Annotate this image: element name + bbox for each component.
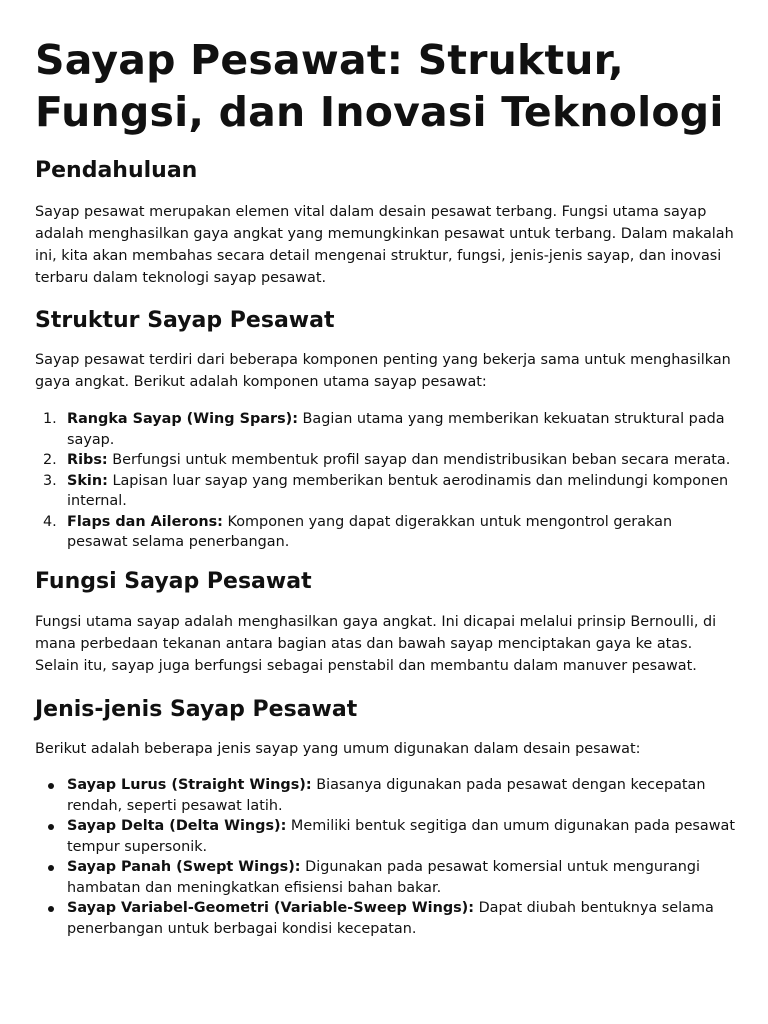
list-desc: Memiliki bentuk segitiga dan umum digunakan pada pesawat tempur supersonik. (67, 818, 735, 855)
list-item (35, 471, 735, 512)
list-term: Skin: (67, 472, 108, 489)
list-item (35, 898, 735, 939)
heading-fungsi: Fungsi Sayap Pesawat (35, 569, 312, 594)
list-term: Sayap Lurus (Straight Wings): (67, 777, 312, 793)
list-term: Sayap Panah (Swept Wings): (67, 859, 301, 875)
types-list (35, 775, 735, 939)
list-number: 4. (43, 513, 57, 530)
list-item (35, 450, 735, 471)
list-item (35, 775, 735, 816)
list-term: Flaps dan Ailerons: (67, 513, 223, 530)
heading-pendahuluan: Pendahuluan (35, 158, 198, 183)
bullet-icon (48, 865, 54, 871)
heading-struktur: Struktur Sayap Pesawat (35, 308, 335, 333)
list-number: 3. (43, 472, 57, 489)
paragraph-fungsi: Fungsi utama sayap adalah menghasilkan gaya angkat. Ini dicapai melalui prinsip Bernoulli, di mana perbedaan tekanan antara bagian atas dan bawah sayap menciptakan gaya ke atas. Selain itu, sayap juga berfungsi sebagai penstabil dan membantu dalam manuver pesawat. (35, 614, 717, 674)
list-item (35, 409, 735, 450)
list-desc: Lapisan luar sayap yang memberikan bentuk aerodinamis dan melindungi komponen internal. (67, 472, 729, 509)
list-desc: Berfungsi untuk membentuk profil sayap dan mendistribusikan beban secara merata. (107, 452, 731, 468)
list-term: Sayap Delta (Delta Wings): (67, 818, 287, 834)
list-desc: Biasanya digunakan pada pesawat dengan kecepatan rendah, seperti pesawat latih. (67, 777, 706, 814)
paragraph-struktur: Sayap pesawat terdiri dari beberapa komponen penting yang bekerja sama untuk menghasilkan gaya angkat. Berikut adalah komponen utama sayap pesawat: (35, 352, 731, 390)
list-desc: Komponen yang dapat digerakkan untuk mengontrol gerakan pesawat selama penerbangan. (67, 513, 673, 550)
list-item (35, 512, 735, 553)
page-title: Sayap Pesawat: Struktur, Fungsi, dan Inovasi Teknologi (35, 36, 724, 136)
bullet-icon (48, 783, 54, 789)
list-desc: Digunakan pada pesawat komersial untuk mengurangi hambatan dan meningkatkan efisiensi bahan bakar. (67, 859, 701, 896)
structure-list (35, 409, 735, 553)
list-desc: Bagian utama yang memberikan kekuatan struktural pada sayap. (67, 411, 725, 448)
list-item (35, 816, 735, 857)
list-term: Rangka Sayap (Wing Spars): (67, 411, 298, 427)
list-number: 2. (43, 452, 57, 468)
list-item (35, 857, 735, 898)
list-number: 1. (43, 411, 57, 427)
list-term: Sayap Variabel-Geometri (Variable-Sweep Wings): (67, 900, 475, 916)
bullet-icon (48, 824, 54, 830)
paragraph-pendahuluan: Sayap pesawat merupakan elemen vital dalam desain pesawat terbang. Fungsi utama sayap adalah menghasilkan gaya angkat yang memungkinkan pesawat untuk terbang. Dalam makalah ini, kita akan membahas secara detail mengenai struktur, fungsi, jenis-jenis sayap, dan inovasi terbaru dalam teknologi sayap pesawat. (35, 204, 734, 286)
paragraph-jenis: Berikut adalah beberapa jenis sayap yang umum digunakan dalam desain pesawat: (35, 741, 641, 757)
list-desc: Dapat diubah bentuknya selama penerbangan untuk berbagai kondisi kecepatan. (67, 900, 714, 937)
bullet-icon (48, 906, 54, 912)
heading-jenis: Jenis-jenis Sayap Pesawat (35, 697, 358, 722)
list-term: Ribs: (67, 452, 108, 468)
